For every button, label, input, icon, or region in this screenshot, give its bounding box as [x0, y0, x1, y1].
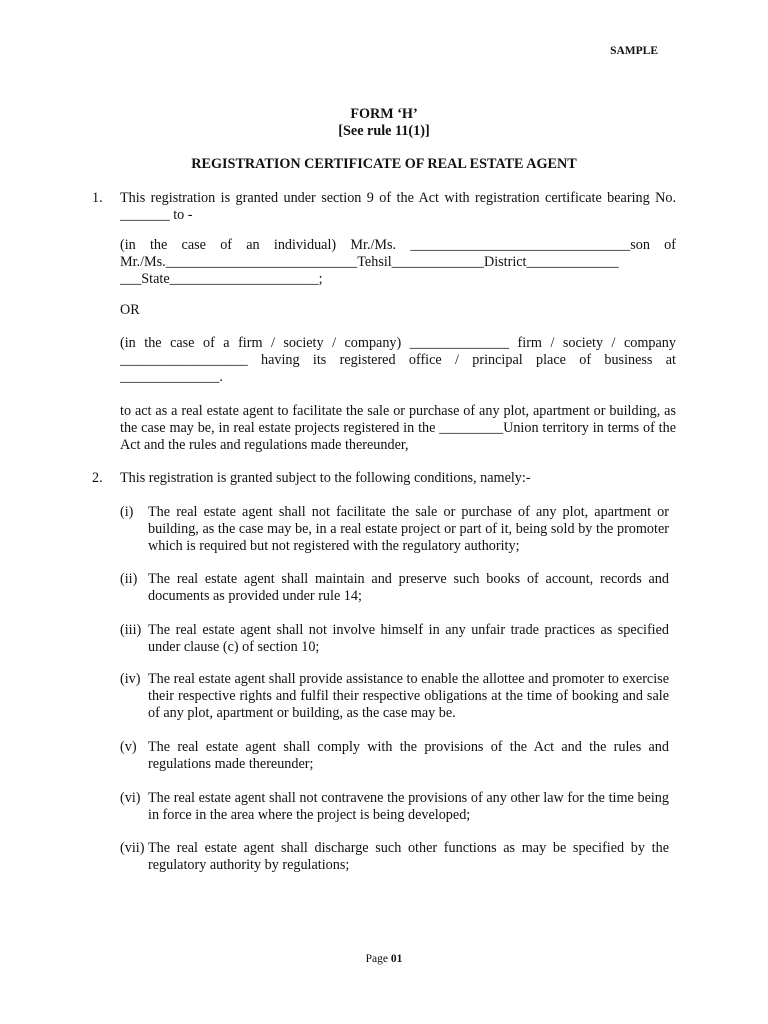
- firm-block: [120, 335, 676, 386]
- form-rule: [See rule 11(1)]: [338, 123, 430, 139]
- condition-v-text: The real estate agent shall comply with the provisions of the Act and the rules and regulations made thereunder;: [148, 739, 669, 772]
- condition-i-text: The real estate agent shall not facilitate the sale or purchase of any plot, apartment or building, as the case may be, in a real estate project or part of it, being sold by the promoter which is required but not registered with the regulatory authority;: [148, 504, 669, 554]
- condition-vii-text: The real estate agent shall discharge such other functions as may be specified by the regulatory authority by regulations;: [148, 840, 669, 873]
- condition-iv-numeral: (iv): [120, 671, 141, 687]
- page-footer: [0, 951, 768, 968]
- individual-line-1: (in the case of an individual) Mr./Ms. _______________________________son of: [120, 237, 676, 253]
- or-label: OR: [120, 302, 140, 318]
- firm-line-3: ______________.: [120, 369, 223, 385]
- form-heading: REGISTRATION CERTIFICATE OF REAL ESTATE AGENT: [191, 156, 577, 172]
- condition-vi-text: The real estate agent shall not contravene the provisions of any other law for the time being in force in the area where the project is being developed;: [148, 790, 669, 823]
- condition-i-numeral: (i): [120, 504, 134, 520]
- individual-line-3: ___State_____________________;: [120, 271, 323, 287]
- clause-1-number: 1.: [92, 190, 103, 206]
- page-label: Page: [365, 953, 388, 965]
- clause-2-number: 2.: [92, 470, 103, 486]
- condition-iii-text: The real estate agent shall not involve himself in any unfair trade practices as specified under clause (c) of section 10;: [148, 622, 669, 655]
- condition-vii-numeral: (vii): [120, 840, 145, 856]
- individual-line-2: Mr./Ms.___________________________Tehsil_____________District_____________: [120, 254, 619, 270]
- clause-2-intro: This registration is granted subject to the following conditions, namely:-: [120, 470, 531, 486]
- sample-label: SAMPLE: [610, 45, 658, 57]
- condition-ii-text: The real estate agent shall maintain and preserve such books of account, records and documents as provided under rule 14;: [148, 571, 669, 604]
- clause-1-intro: This registration is granted under section 9 of the Act with registration certificate bearing No. _______ to -: [120, 190, 676, 223]
- firm-line-2: __________________ having its registered office / principal place of business at: [120, 352, 676, 368]
- form-title: FORM ‘H’: [350, 106, 418, 122]
- condition-v-numeral: (v): [120, 739, 137, 755]
- firm-line-1: (in the case of a firm / society / company) ______________ firm / society / company: [120, 335, 676, 351]
- condition-vi-numeral: (vi): [120, 790, 141, 806]
- clause-1-purpose: to act as a real estate agent to facilitate the sale or purchase of any plot, apartment or building, as the case may be, in real estate projects registered in the _________Union territory in terms of the Act and the rules and regulations made thereunder,: [120, 403, 676, 453]
- condition-ii-numeral: (ii): [120, 571, 138, 587]
- condition-iii-numeral: (iii): [120, 622, 142, 638]
- individual-block: [120, 237, 676, 288]
- page-number: 01: [390, 953, 403, 965]
- condition-iv-text: The real estate agent shall provide assistance to enable the allottee and promoter to exercise their respective rights and fulfil their respective obligations at the time of booking and sale of any plot, apartment or building, as the case may be.: [148, 671, 669, 721]
